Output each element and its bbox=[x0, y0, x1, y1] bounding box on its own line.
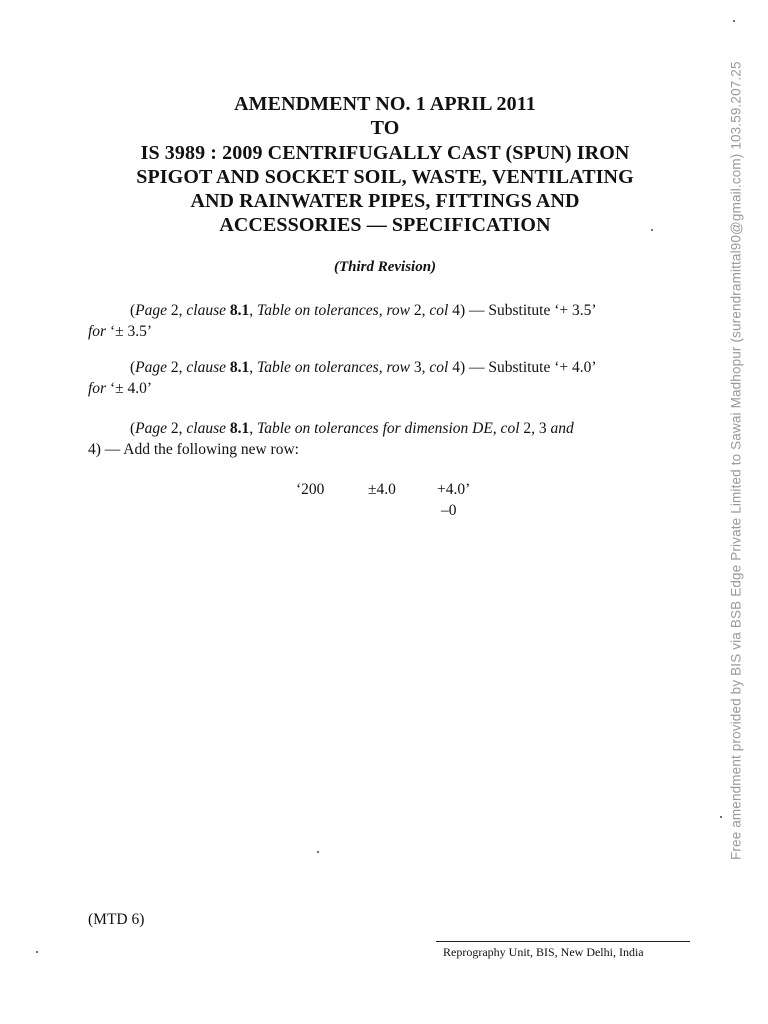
scan-speck bbox=[651, 229, 653, 231]
watermark: Free amendment provided by BIS via BSB Edge Private Limited to Sawai Madhopur (surendramittal90@gmail.com) 103.59.207.25 bbox=[728, 61, 744, 860]
new-row-col-1: ‘200 bbox=[296, 481, 325, 498]
revision-label: (Third Revision) bbox=[333, 259, 437, 275]
scan-speck bbox=[733, 20, 735, 22]
title-line-6: ACCESSORIES — SPECIFICATION bbox=[219, 214, 551, 237]
title-line-5: AND RAINWATER PIPES, FITTINGS AND bbox=[190, 190, 580, 213]
scan-speck bbox=[36, 951, 38, 953]
scan-speck bbox=[317, 851, 319, 853]
title-line-2: TO bbox=[370, 117, 400, 140]
title-line-3: IS 3989 : 2009 CENTRIFUGALLY CAST (SPUN) IRON bbox=[140, 141, 630, 164]
new-row-col-2: ±4.0 bbox=[368, 481, 396, 498]
amendment-item-3: (Page 2, clause 8.1, Table on tolerances for dimension DE, col 2, 3 and 4) — Add the following new row: bbox=[88, 420, 574, 458]
amendment-title bbox=[80, 92, 690, 238]
title-line-4: SPIGOT AND SOCKET SOIL, WASTE, VENTILATING bbox=[136, 165, 634, 188]
amendment-item-1: (Page 2, clause 8.1, Table on tolerances, row 2, col 4) — Substitute ‘+ 3.5’ for ‘± 3.5’ bbox=[88, 302, 597, 340]
amendment-item-2: (Page 2, clause 8.1, Table on tolerances, row 3, col 4) — Substitute ‘+ 4.0’ for ‘± 4.0’ bbox=[88, 359, 597, 397]
scan-speck bbox=[720, 816, 722, 818]
new-row-col-3-upper: +4.0’ bbox=[437, 481, 471, 498]
footer-divider bbox=[436, 941, 690, 942]
committee-code: (MTD 6) bbox=[88, 911, 145, 928]
new-row-col-3-lower: –0 bbox=[441, 502, 457, 519]
title-line-1: AMENDMENT NO. 1 APRIL 2011 bbox=[234, 93, 536, 115]
footer-note: Reprography Unit, BIS, New Delhi, India bbox=[443, 945, 644, 959]
